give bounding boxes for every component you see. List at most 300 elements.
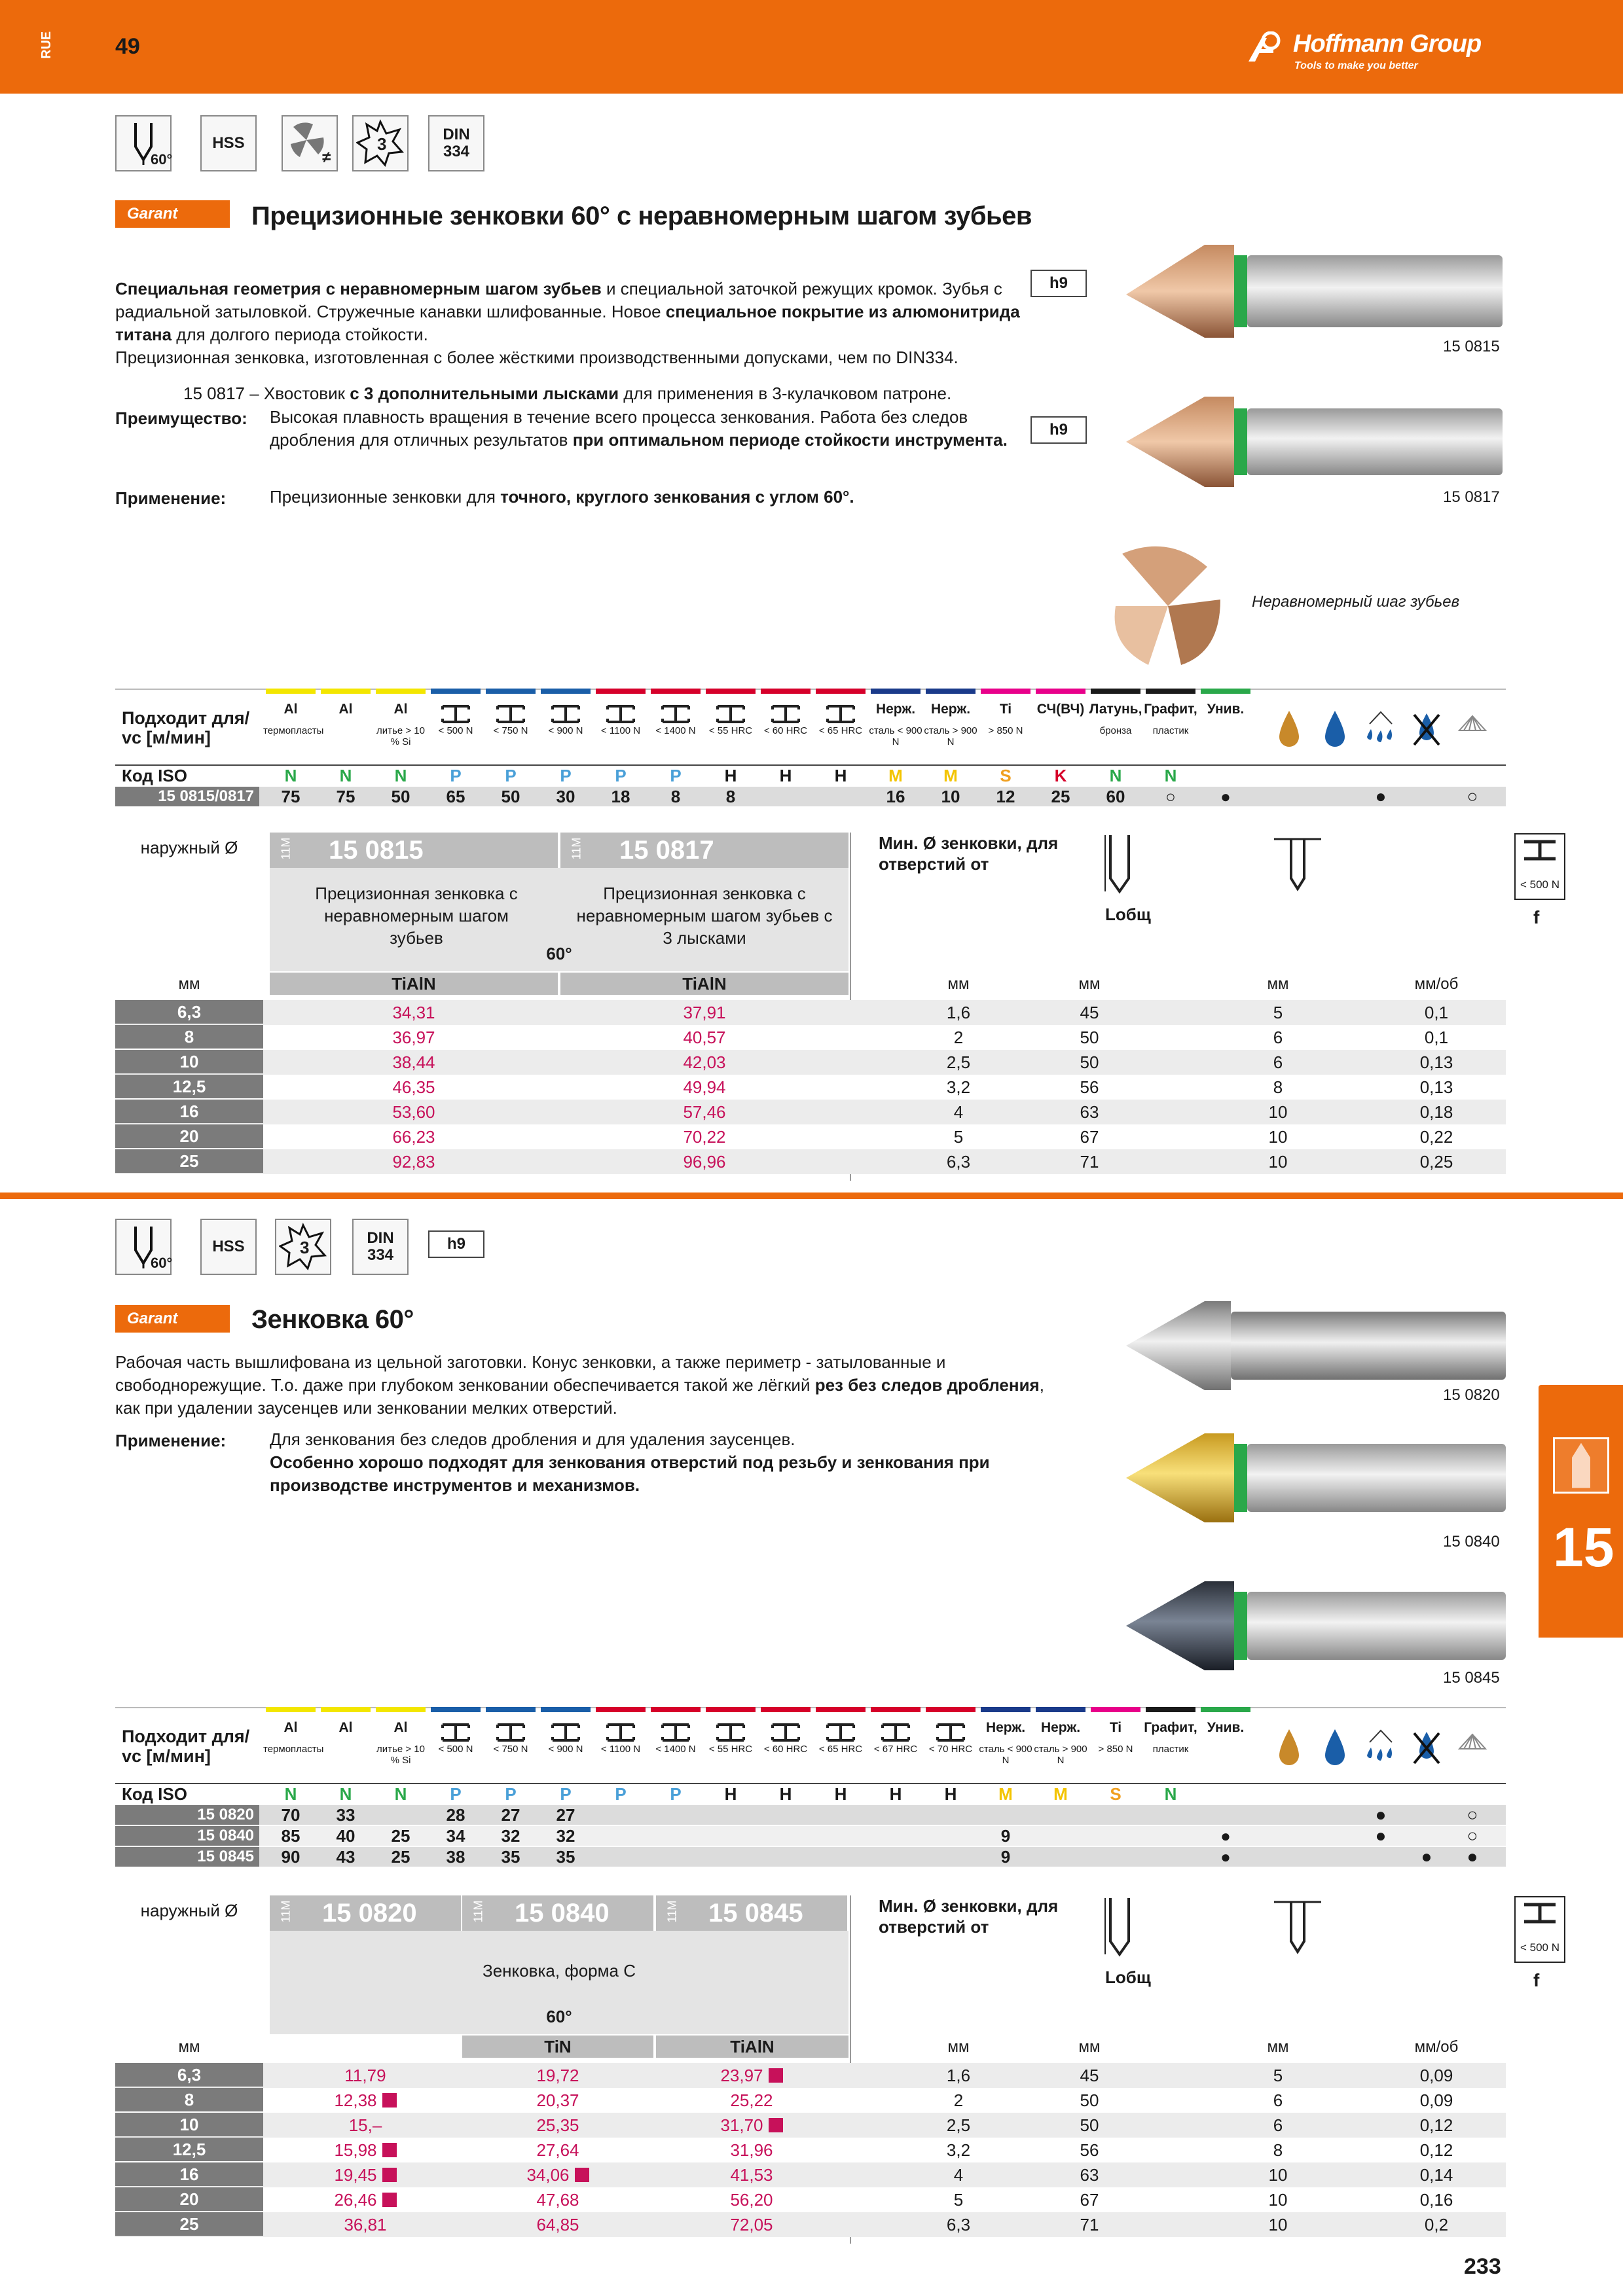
price-value: 31,96: [730, 2140, 773, 2160]
note-text-1: Хвостовик: [263, 384, 350, 403]
brand-tagline: Tools to make you better: [1294, 60, 1418, 71]
mat-val-0-13: 12: [996, 787, 1015, 806]
steel-beam-icon-5: [550, 1723, 581, 1742]
not-equal-label: ≠: [322, 149, 331, 166]
mat-color-bar-17: [1201, 689, 1250, 694]
unit-col-0: мм: [947, 975, 970, 993]
price-value: 25,35: [536, 2115, 579, 2135]
adv-bold: при оптимальном периоде стойкости инструмента.: [572, 430, 1008, 450]
dry-icon: [1410, 707, 1443, 753]
t1-val-2-3: 0,13: [1419, 1052, 1453, 1072]
mat-val-0-3: 28: [446, 1805, 465, 1825]
mat-color-bar-14: [1036, 689, 1085, 694]
uneven-pitch-front-image: [1109, 541, 1227, 672]
t1-price2-4: 57,46: [683, 1102, 726, 1122]
mat-val-0-7: 8: [670, 787, 681, 806]
mat-color-bar-6: [596, 1707, 646, 1712]
image-caption-150840: 15 0840: [1443, 1533, 1500, 1551]
t2-val-0-1: 45: [1080, 2066, 1099, 2085]
mat-color-bar-1: [321, 689, 371, 694]
t2-val-5-1: 67: [1080, 2190, 1099, 2210]
mat-val-0-1: 75: [336, 787, 356, 806]
mat-sub-2: литье > 10 % Si: [376, 1744, 425, 1766]
mat-val-0-16: ○: [1165, 787, 1176, 806]
mat-val-1-13: 9: [1000, 1826, 1011, 1846]
mat-val-0-5: 27: [556, 1805, 575, 1825]
iso-code-6: P: [615, 1784, 627, 1804]
iso-code-11: M: [888, 766, 903, 785]
tool-image-150840: [1120, 1426, 1512, 1524]
mat-title-1: Подходит для/: [122, 708, 250, 728]
price-value: 20,37: [536, 2090, 579, 2110]
din-label-2: DIN: [367, 1229, 394, 1247]
mat-color-bar-0: [266, 689, 316, 694]
steel-beam-icon-12: [935, 1723, 966, 1742]
new-marker-icon: [382, 2143, 397, 2157]
t2-price-1-2: [656, 2088, 847, 2113]
product-table-2: [115, 1895, 1559, 2249]
t2-dia-2: 10: [115, 2113, 263, 2136]
advantage-text: [270, 406, 1023, 452]
t1-dia-2: 10: [115, 1050, 263, 1073]
material-pictogram-2: HSS: [200, 1219, 257, 1275]
section2-description: [115, 1351, 1045, 1420]
min-diameter-heading: Мин. Ø зенковки, для отверстий от: [879, 833, 1059, 874]
t2-price-3-2: [656, 2138, 847, 2162]
steel-beam-icon-11: [880, 1723, 911, 1742]
t2-val-3-1: 56: [1080, 2140, 1099, 2160]
t2-val-2-0: 2,5: [946, 2115, 971, 2135]
tm-label-t2-0: 11M: [279, 1900, 293, 1923]
iso-label: Код ISO: [115, 1784, 263, 1804]
t2-price-5-2: [656, 2187, 847, 2212]
feed-material-icon: [1514, 1895, 1566, 1967]
image-caption-150845: 15 0845: [1443, 1669, 1500, 1687]
mat-sub-8: < 55 HRC: [708, 1744, 753, 1755]
teeth-count-pictogram-2: [275, 1219, 331, 1275]
mat-sub-2: литье > 10 % Si: [376, 725, 425, 747]
t1-val-6-3: 0,25: [1419, 1152, 1453, 1172]
t2-price-0-1: [462, 2063, 653, 2088]
mat-sub-13: сталь < 900 N: [979, 1744, 1032, 1766]
mat-sub-9: < 60 HRC: [763, 725, 808, 736]
t2-val-6-0: 6,3: [946, 2215, 971, 2234]
din-pictogram-2: [352, 1219, 409, 1275]
section-divider: [0, 1193, 1623, 1199]
steel-beam-icon-7: [660, 704, 691, 724]
mat-val-0-17: ●: [1220, 787, 1231, 806]
mat-head-11: Нерж.: [875, 702, 916, 717]
t1-price2-5: 70,22: [683, 1127, 726, 1147]
chapter-side-tab[interactable]: [1539, 1385, 1623, 1638]
mat-val-0-4: 50: [501, 787, 520, 806]
mat-val-2-4: 35: [501, 1847, 520, 1867]
mat-val-0-2: 50: [391, 787, 410, 806]
tool-image-150845: [1120, 1573, 1512, 1672]
mat-sub-6: < 1100 N: [600, 725, 641, 736]
note-text-2: для применения в 3-кулачковом патроне.: [619, 384, 952, 403]
garant-badge-2: [115, 1305, 230, 1333]
price-value: 31,70: [720, 2115, 763, 2135]
iso-code-7: P: [670, 766, 682, 785]
t2-val-2-2: 6: [1273, 2115, 1283, 2135]
price-value: 34,06: [526, 2165, 570, 2185]
mat-head-2: Al: [393, 702, 408, 717]
coating-150840: TiN: [462, 2036, 653, 2058]
mat-head-16: Графит,: [1144, 1720, 1197, 1735]
mat-sub-4: < 750 N: [493, 725, 528, 736]
new-marker-icon: [382, 2093, 397, 2108]
countersink-angle-pictogram: [115, 115, 172, 171]
t2-price-6-0: [270, 2212, 461, 2237]
tm-label-2: 11M: [570, 837, 583, 860]
image-caption-uneven-pitch: Неравномерный шаг зубьев: [1252, 593, 1460, 611]
mat-val-2-1: 43: [336, 1847, 356, 1867]
code-header-150820: 15 0820: [270, 1895, 461, 1931]
mat-color-bar-11: [871, 1707, 921, 1712]
mat-color-bar-9: [761, 1707, 811, 1712]
iso-code-10: H: [834, 1784, 847, 1804]
t2-val-3-3: 0,12: [1419, 2140, 1453, 2160]
mat-color-bar-13: [981, 689, 1030, 694]
unit-col-t2-2: мм: [1267, 2038, 1289, 2056]
header-bar: [0, 0, 1623, 94]
iso-code-13: S: [1000, 766, 1012, 785]
iso-code-8: H: [724, 1784, 737, 1804]
mat-color-bar-15: [1091, 689, 1140, 694]
mat-sub-0: термопласты: [263, 1744, 324, 1755]
t1-val-3-2: 8: [1273, 1077, 1283, 1097]
t2-dia-4: 16: [115, 2162, 263, 2186]
mat-sub-16: пластик: [1152, 1744, 1189, 1755]
t1-price2-1: 40,57: [683, 1028, 726, 1047]
t2-price-4-1: [462, 2162, 653, 2187]
mat-cool-1-1: ●: [1375, 1825, 1387, 1846]
mat-val-0-0: 70: [281, 1805, 301, 1825]
t2-val-2-3: 0,12: [1419, 2115, 1453, 2135]
steel-beam-icon-8: [715, 704, 746, 724]
application-label-2: Применение:: [115, 1431, 227, 1450]
mat-head-15: Латунь,: [1089, 702, 1142, 717]
feed-material-icon: [1514, 833, 1566, 905]
desc-150817: Прецизионная зенковка с неравномерным шагом зубьев с 3 лысками: [576, 884, 833, 948]
mat-head-17: Унив.: [1207, 1720, 1245, 1735]
dry-icon: [1410, 1725, 1443, 1771]
t1-val-5-1: 67: [1080, 1127, 1099, 1147]
mat-sub-12: сталь > 900 N: [924, 725, 977, 747]
t2-val-4-0: 4: [953, 2165, 964, 2185]
tolerance-h9-badge: h9: [1030, 270, 1087, 297]
mat-sub-15: > 850 N: [1098, 1744, 1133, 1755]
mat-val-0-0: 75: [281, 787, 301, 806]
iso-code-14: M: [1053, 1784, 1068, 1804]
t1-price2-6: 96,96: [683, 1152, 726, 1172]
mat-head-14: Нерж.: [1040, 1720, 1081, 1735]
mat-color-bar-13: [981, 1707, 1030, 1712]
s2-desc-text-2: , как при удалении заусенцев или зенковании мелких отверстий.: [115, 1375, 1044, 1418]
t2-price-5-1: [462, 2187, 653, 2212]
mat-sub-6: < 1100 N: [600, 1744, 641, 1755]
t2-val-0-2: 5: [1273, 2066, 1283, 2085]
tm-label-t2-1: 11M: [471, 1900, 485, 1923]
iso-code-12: M: [943, 766, 958, 785]
angle-label: 60°: [151, 151, 173, 168]
mat-row-code-0: 15 0820: [115, 1805, 259, 1825]
t2-dia-6: 25: [115, 2212, 263, 2236]
min-diameter-heading: Мин. Ø зенковки, для отверстий от: [879, 1896, 1059, 1937]
mat-color-bar-8: [706, 1707, 756, 1712]
mat-cool-2-2: ●: [1421, 1846, 1432, 1867]
tool-image-150817: [1120, 393, 1512, 491]
t1-val-5-3: 0,22: [1419, 1127, 1453, 1147]
t2-val-6-1: 71: [1080, 2215, 1099, 2234]
mat-val-2-0: 90: [281, 1847, 301, 1867]
image-caption-150820: 15 0820: [1443, 1386, 1500, 1404]
mat-val-2-17: ●: [1220, 1847, 1231, 1867]
mat-color-bar-4: [486, 689, 536, 694]
mat-color-bar-4: [486, 1707, 536, 1712]
mat-val-1-4: 32: [501, 1826, 520, 1846]
iso-code-8: H: [724, 766, 737, 785]
iso-code-1: N: [339, 766, 352, 785]
mat-color-bar-10: [816, 689, 866, 694]
iso-code-1: N: [339, 1784, 352, 1804]
iso-code-4: P: [505, 766, 517, 785]
mat-head-15: Ti: [1109, 1720, 1122, 1735]
iso-code-16: N: [1164, 1784, 1177, 1804]
mat-title-2: vc [м/мин]: [122, 1746, 211, 1766]
t1-val-1-3: 0,1: [1424, 1028, 1449, 1047]
garant-badge: [115, 200, 230, 228]
t1-price1-6: 92,83: [392, 1152, 435, 1172]
iso-code-0: N: [284, 766, 297, 785]
t1-price2-2: 42,03: [683, 1052, 726, 1072]
footer-page-number: 233: [1464, 2254, 1501, 2279]
mat-cool-0-3: ○: [1467, 1804, 1478, 1825]
application-text-2: [270, 1428, 1049, 1497]
t1-price2-3: 49,94: [683, 1077, 726, 1097]
price-value: 19,45: [334, 2165, 377, 2185]
universal-icon: [1456, 1725, 1489, 1771]
app-bold: точного, круглого зенкования с углом 60°.: [500, 487, 854, 507]
mat-head-1: Al: [338, 702, 353, 717]
mat-color-bar-5: [541, 1707, 591, 1712]
oil-drop-icon: [1273, 707, 1305, 753]
language-tag: RUE: [39, 31, 54, 59]
unit-col-t2-3: мм/об: [1414, 2038, 1459, 2056]
price-value: 41,53: [730, 2165, 773, 2185]
price-value: 11,79: [344, 2066, 386, 2085]
dia-heading-2: наружный Ø: [140, 1901, 238, 1920]
mat-color-bar-12: [926, 689, 976, 694]
new-marker-icon: [769, 2118, 783, 2132]
t1-val-6-2: 10: [1268, 1152, 1288, 1172]
overall-length-label: Lобщ: [1105, 905, 1151, 924]
steel-beam-icon-10: [825, 1723, 856, 1742]
price-value: 56,20: [730, 2190, 773, 2210]
new-marker-icon: [382, 2168, 397, 2182]
mat-head-2: Al: [393, 1720, 408, 1735]
brand-name: Hoffmann Group: [1293, 30, 1482, 58]
mat-cool-0-1: ●: [1375, 1804, 1387, 1825]
mat-color-bar-9: [761, 689, 811, 694]
t2-dia-0: 6,3: [115, 2063, 263, 2087]
garant-badge-label: Garant: [127, 205, 178, 223]
t2-price-3-0: [270, 2138, 461, 2162]
application-text: [270, 486, 1055, 509]
t1-dia-0: 6,3: [115, 1000, 263, 1024]
oil-drop-icon: [1273, 1725, 1305, 1771]
mat-sub-13: > 850 N: [988, 725, 1023, 736]
mat-val-0-8: 8: [725, 787, 736, 806]
t2-dia-3: 12,5: [115, 2138, 263, 2161]
t1-val-1-0: 2: [953, 1028, 964, 1047]
code-header-150815: 15 0815: [270, 833, 558, 868]
t2-val-6-2: 10: [1268, 2215, 1288, 2234]
mat-color-bar-11: [871, 689, 921, 694]
t2-price-5-0: [270, 2187, 461, 2212]
product-table-1: [115, 833, 1559, 1186]
section1-description: [115, 278, 1025, 369]
mat-head-13: Ti: [999, 702, 1012, 717]
iso-code-12: H: [944, 1784, 957, 1804]
steel-beam-icon-5: [550, 704, 581, 724]
mat-val-1-0: 85: [281, 1826, 301, 1846]
angle-heading: 60°: [546, 944, 572, 963]
iso-code-11: H: [889, 1784, 902, 1804]
water-drop-icon: [1319, 707, 1351, 753]
t1-price1-5: 66,23: [392, 1127, 435, 1147]
mat-sub-14: сталь > 900 N: [1034, 1744, 1087, 1766]
overall-length-icon: [1101, 1895, 1140, 1967]
coating-150815: TiAlN: [270, 973, 558, 995]
mat-sub-5: < 900 N: [548, 725, 583, 736]
spray-icon: [1364, 1725, 1397, 1771]
t2-price-2-1: [462, 2113, 653, 2138]
t1-price1-3: 46,35: [392, 1077, 435, 1097]
mat-cool-2-3: ●: [1467, 1846, 1478, 1867]
image-caption-150817: 15 0817: [1443, 488, 1500, 506]
desc-text-1: и специальной заточкой режущих кромок. Зубья с радиальной затыловкой. Стружечные канавки шлифованные. Новое: [115, 279, 1002, 321]
feed-material-label: < 500 N: [1520, 878, 1559, 891]
t2-price-2-0: [270, 2113, 461, 2138]
shank-diameter-icon: [1271, 1895, 1324, 1961]
overall-length-icon: [1101, 833, 1140, 905]
universal-icon: [1456, 707, 1489, 753]
t1-dia-3: 12,5: [115, 1075, 263, 1098]
overall-length-label: Lобщ: [1105, 1967, 1151, 1987]
mat-sub-8: < 55 HRC: [708, 725, 753, 736]
t1-val-4-3: 0,18: [1419, 1102, 1453, 1122]
hoffmann-logo-icon: [1247, 31, 1284, 63]
mat-head-0: Al: [283, 702, 298, 717]
iso-code-3: P: [450, 766, 462, 785]
iso-code-0: N: [284, 1784, 297, 1804]
app-text: Прецизионные зенковки для: [270, 487, 501, 507]
steel-beam-icon-6: [605, 1723, 636, 1742]
hoffmann-logo: [1247, 26, 1522, 72]
new-marker-icon: [575, 2168, 589, 2182]
price-value: 72,05: [730, 2215, 773, 2234]
mat-val-1-17: ●: [1220, 1826, 1231, 1846]
mat-sub-10: < 65 HRC: [818, 1744, 863, 1755]
iso-code-5: P: [560, 1784, 572, 1804]
tool-image-150820: [1120, 1293, 1512, 1391]
iso-code-4: P: [505, 1784, 517, 1804]
t2-price-1-1: [462, 2088, 653, 2113]
iso-code-3: P: [450, 1784, 462, 1804]
s2-desc-text-1: Рабочая часть вышлифована из цельной заготовки. Конус зенковки, а также периметр - затылованные и свободнорежущие. Т.о. даже при глубоком зенковании обеспечивается такой же лёгкий: [115, 1352, 946, 1395]
iso-code-10: H: [834, 766, 847, 785]
price-value: 12,38: [334, 2090, 377, 2110]
mat-color-bar-7: [651, 1707, 701, 1712]
t2-dia-5: 20: [115, 2187, 263, 2211]
mat-val-0-15: 60: [1106, 787, 1125, 806]
t1-val-2-1: 50: [1080, 1052, 1099, 1072]
material-table-2: [115, 1707, 1506, 1877]
mat-sub-7: < 1400 N: [655, 725, 696, 736]
iso-code-15: S: [1110, 1784, 1122, 1804]
mat-color-bar-8: [706, 689, 756, 694]
new-marker-icon: [769, 2068, 783, 2083]
price-value: 19,72: [536, 2066, 579, 2085]
uneven-pitch-pictogram: [282, 115, 338, 171]
t1-val-6-0: 6,3: [946, 1152, 971, 1172]
mat-val-2-5: 35: [556, 1847, 575, 1867]
iso-code-6: P: [615, 766, 627, 785]
desc-150815: Прецизионная зенковка с неравномерным шагом зубьев: [315, 884, 518, 948]
iso-code-5: P: [560, 766, 572, 785]
t2-price-4-0: [270, 2162, 461, 2187]
desc-bold-2: специальное покрытие из алюмонитрида титана: [115, 302, 1020, 344]
steel-beam-icon-10: [825, 704, 856, 724]
mat-title-2: vc [м/мин]: [122, 728, 211, 747]
price-value: 27,64: [536, 2140, 579, 2160]
mat-color-bar-15: [1091, 1707, 1140, 1712]
unit-col-3: мм/об: [1414, 975, 1459, 993]
mat-color-bar-1: [321, 1707, 371, 1712]
iso-code-2: N: [394, 766, 407, 785]
t1-price1-4: 53,60: [392, 1102, 435, 1122]
mat-row-code-2: 15 0845: [115, 1847, 259, 1867]
mat-val-0-12: 10: [941, 787, 960, 806]
mat-head-17: Унив.: [1207, 702, 1245, 717]
t2-val-5-3: 0,16: [1419, 2190, 1453, 2210]
unit-col-1: мм: [1078, 975, 1101, 993]
din-number-2: 334: [367, 1246, 394, 1264]
mat-val-1-2: 25: [391, 1826, 410, 1846]
t2-val-3-0: 3,2: [946, 2140, 971, 2160]
dia-heading: наружный Ø: [140, 838, 238, 857]
steel-beam-icon-9: [770, 1723, 801, 1742]
price-value: 36,81: [344, 2215, 387, 2234]
t1-price2-0: 37,91: [683, 1003, 726, 1022]
iso-label: Код ISO: [115, 766, 263, 785]
desc-text-2: для долгого периода стойкости.: [172, 325, 428, 344]
mat-cool-1-3: ○: [1467, 1825, 1478, 1846]
tolerance-h9-badge-2: h9: [1030, 416, 1087, 444]
t1-val-5-2: 10: [1268, 1127, 1288, 1147]
price-value: 47,68: [536, 2190, 579, 2210]
chapter-number: 15: [1553, 1516, 1614, 1578]
new-marker-icon: [382, 2193, 397, 2207]
steel-beam-icon-3: [440, 704, 471, 724]
spray-icon: [1364, 707, 1397, 753]
t1-val-0-2: 5: [1273, 1003, 1283, 1022]
t2-price-0-2: [656, 2063, 847, 2088]
mat-color-bar-10: [816, 1707, 866, 1712]
t2-price-6-2: [656, 2212, 847, 2237]
